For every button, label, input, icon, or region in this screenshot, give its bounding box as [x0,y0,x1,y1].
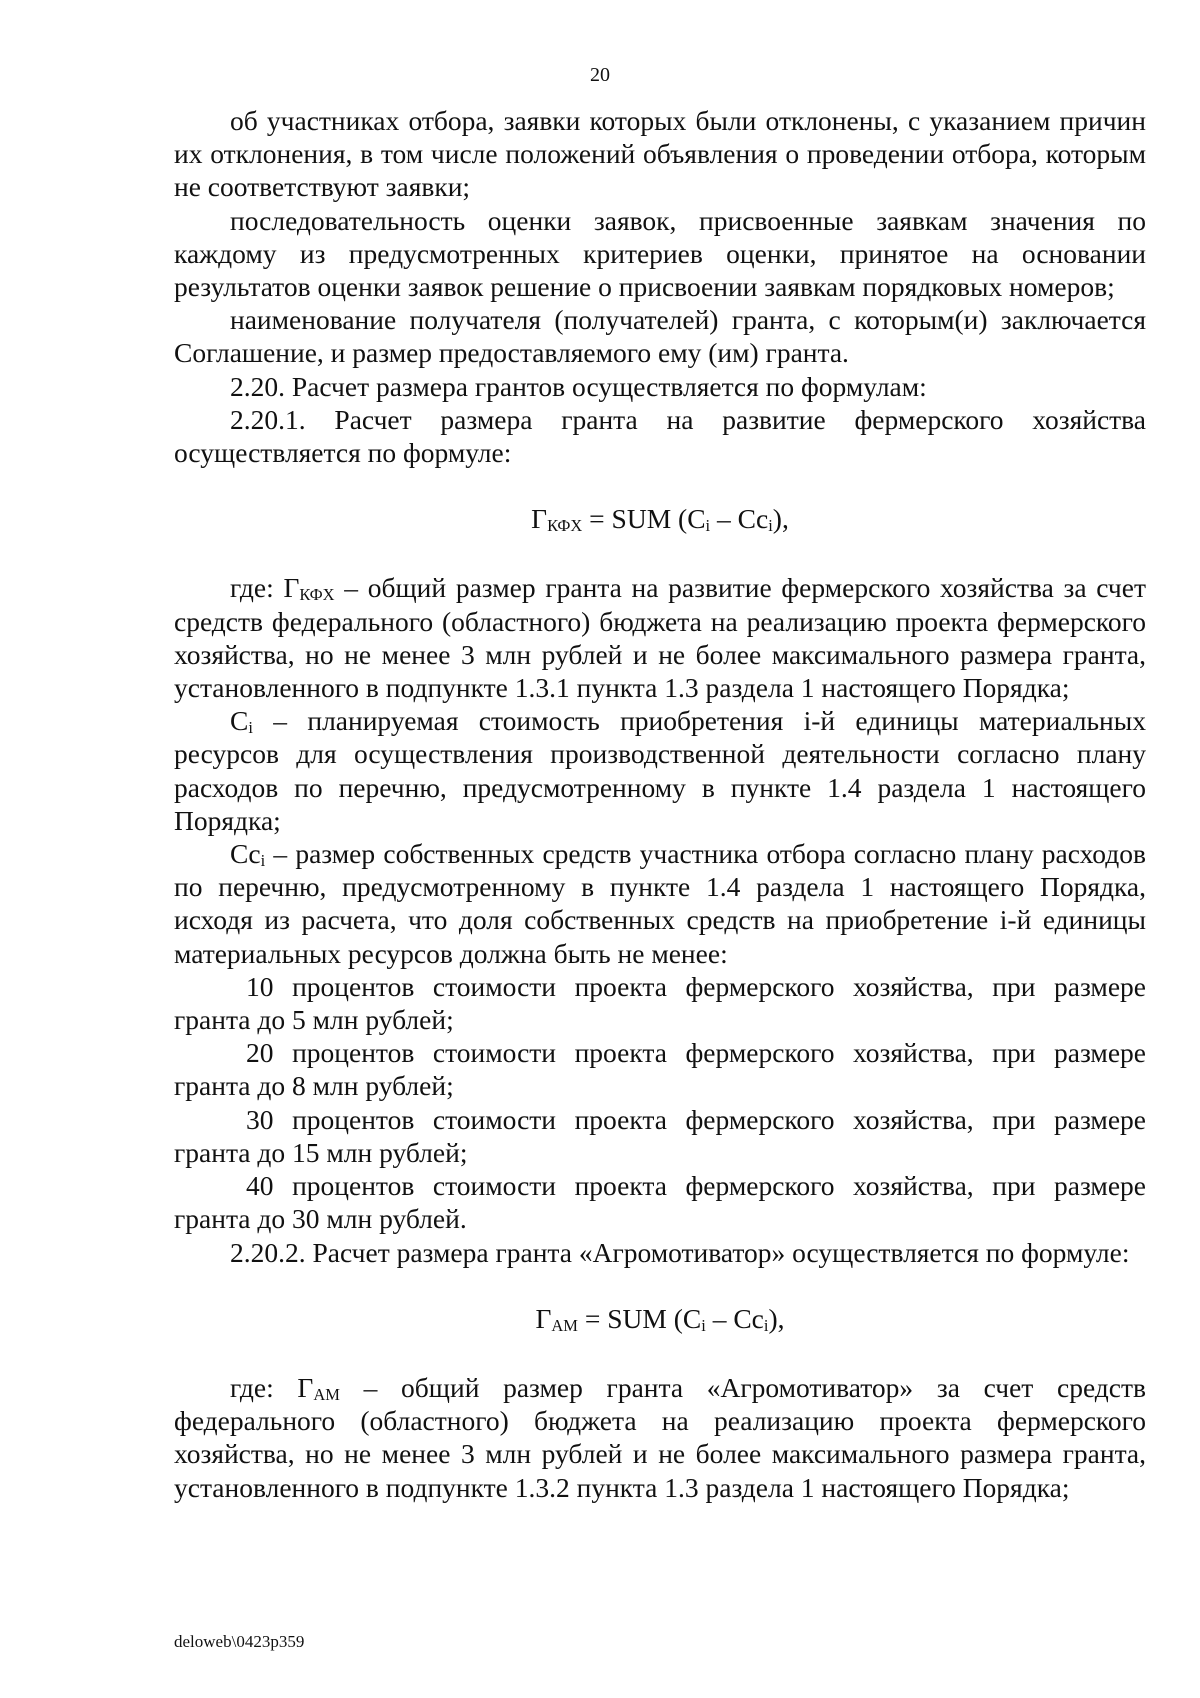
paragraph-2-20: 2.20. Расчет размера грантов осуществляется по формулам: [230,370,927,402]
definition-cci: $Cc_i$ – размер собственных средств участника отбора согласно плану расходов по перечню, предусмотренному в пункте 1.4 раздела 1 настоящего Порядка, исходя из расчета, что доля собственных средств на приобретение i-й единицы материальных ресурсов должна быть не менее: [174,838,1146,969]
document-body [174,104,1146,1504]
paragraph-evaluation-sequence: последовательность оценки заявок, присвоенные заявкам значения по каждому из предусмотренных критериев оценки, принятое на основании результатов оценки заявок решение о присвоении заявкам порядковых номеров; [174,204,1146,303]
definition-g-am: где: $Г_{АМ}$ – общий размер гранта «Агромотиватор» за счет средств федерального (областного) бюджета на реализацию проекта фермерского хозяйства, но не менее 3 млн рублей и не более максимального размера гранта, установленного в подпункте 1.3.2 пункта 1.3 раздела 1 настоящего Порядка; [174,1371,1146,1503]
paragraph-rejected-participants: об участниках отбора, заявки которых были отклонены, с указанием причин их отклонения, в том числе положений объявления о проведении отбора, которым не соответствуют заявки; [174,105,1146,203]
share-item-40: 40 процентов стоимости проекта фермерского хозяйства, при размере гранта до 30 млн рублей. [174,1170,1146,1235]
formula-am: $Г_{АМ}$ = SUM $(C_i - Cc_i)$, [535,1302,785,1335]
paragraph-grant-recipient: наименование получателя (получателей) гранта, с которым(и) заключается Соглашение, и размер предоставляемого ему (им) гранта. [174,304,1146,369]
formula-kfh: $Г_{КФХ}$ = SUM $(C_i - Cc_i)$, [531,503,789,536]
document-footer-code: deloweb\0423p359 [174,1632,305,1651]
paragraph-2-20-2: 2.20.2. Расчет размера гранта «Агромотиватор» осуществляется по формуле: [230,1236,1130,1268]
definition-ci: $C_i$ – планируемая стоимость приобретения i-й единицы материальных ресурсов для осуществления производственной деятельности согласно плану расходов по перечню, предусмотренному в пункте 1.4 раздела 1 настоящего Порядка; [174,705,1146,836]
share-item-30: 30 процентов стоимости проекта фермерского хозяйства, при размере гранта до 15 млн рублей; [174,1103,1146,1168]
definition-g-kfh: где: $Г_{КФХ}$ – общий размер гранта на развитие фермерского хозяйства за счет средств федерального (областного) бюджета на реализацию проекта фермерского хозяйства, но не менее 3 млн рублей и не более максимального размера гранта, установленного в подпункте 1.3.1 пункта 1.3 раздела 1 настоящего Порядка; [174,572,1146,704]
paragraph-2-20-1: 2.20.1. Расчет размера гранта на развитие фермерского хозяйства осуществляется по формуле: [174,403,1146,469]
page-number: 20 [590,64,610,86]
share-item-10: 10 процентов стоимости проекта фермерского хозяйства, при размере гранта до 5 млн рублей; [174,970,1146,1036]
share-item-20: 20 процентов стоимости проекта фермерского хозяйства, при размере гранта до 8 млн рублей; [174,1037,1146,1102]
